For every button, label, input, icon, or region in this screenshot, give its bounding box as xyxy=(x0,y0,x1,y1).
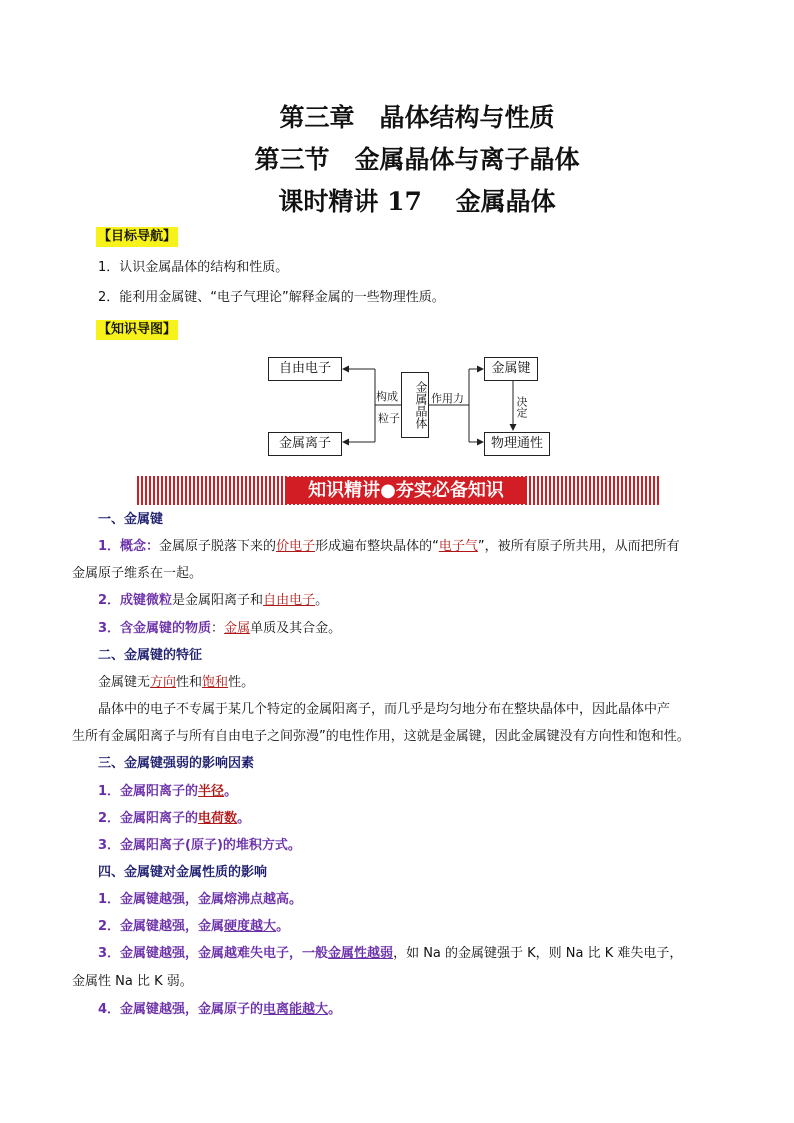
text: 2．金属键越强，金属 xyxy=(98,919,225,934)
s2-heading: 二、金属键的特征 xyxy=(98,648,203,663)
s1-substances xyxy=(98,620,758,638)
text: 金属原子脱落下来的 xyxy=(159,539,277,554)
particles-label: 2．成键微粒 xyxy=(98,593,173,608)
banner-text: 知识精讲●夯实必备知识 xyxy=(285,477,527,504)
decide-label: 决定 xyxy=(515,396,528,418)
metal-crystal-box: 金属晶体 xyxy=(401,372,429,438)
answer-radius: 半径 xyxy=(198,784,225,799)
free-electron-box: 自由电子 xyxy=(268,357,342,381)
s3-heading: 三、金属键强弱的影响因素 xyxy=(98,756,255,771)
text: 。 xyxy=(237,811,251,826)
text: 。 xyxy=(315,593,329,608)
text: 4．金属键越强，金属原子的 xyxy=(98,1002,264,1017)
map-tag: 【知识导图】 xyxy=(96,320,178,340)
answer-electron-gas: 电子气 xyxy=(438,539,478,554)
answer-metallicity: 金属性越弱 xyxy=(328,946,394,961)
text: ： xyxy=(211,621,225,636)
s4-item4 xyxy=(98,1001,758,1019)
concept-label: 1．概念： xyxy=(98,539,160,554)
answer-charge: 电荷数 xyxy=(198,811,238,826)
text: 。 xyxy=(328,1002,342,1017)
text: 1．金属阳离子的 xyxy=(98,784,199,799)
metal-ion-box: 金属离子 xyxy=(268,432,342,456)
text: 2．金属阳离子的 xyxy=(98,811,199,826)
metal-bond-box: 金属键 xyxy=(484,357,538,381)
text: 形成遍布整块晶体的“ xyxy=(315,539,439,554)
s1-heading: 一、金属键 xyxy=(98,512,164,527)
text: 是金属阳离子和 xyxy=(172,593,264,608)
text: 性和 xyxy=(176,675,203,690)
text: 3．金属键越强，金属越难失电子，一般 xyxy=(98,946,329,961)
s3-item2 xyxy=(98,810,758,828)
particle-label: 粒子 xyxy=(378,412,400,425)
chapter-title: 第三章 晶体结构与性质 xyxy=(279,103,555,132)
answer-free-electron: 自由电子 xyxy=(263,593,316,608)
s4-item3 xyxy=(98,945,758,963)
text: 。 xyxy=(224,784,238,799)
s3-item3: 3．金属阳离子(原子)的堆积方式。 xyxy=(98,838,301,853)
text: 性。 xyxy=(228,675,255,690)
answer-ionization: 电离能越大 xyxy=(263,1002,329,1017)
answer-saturation: 饱和 xyxy=(202,675,229,690)
text: 金属键无 xyxy=(98,675,151,690)
s3-item1 xyxy=(98,783,758,801)
s4-item1: 1．金属键越强，金属熔沸点越高。 xyxy=(98,892,303,907)
goal-2: 2．能利用金属键、“电子气理论”解释金属的一些物理性质。 xyxy=(98,290,445,305)
s2-line3: 生所有金属阳离子与所有自由电子之间弥漫”的电性作用，这就是金属键，因此金属键没有方向性和饱和性。 xyxy=(72,729,690,744)
s1-concept-cont: 金属原子维系在一起。 xyxy=(72,566,203,581)
interaction-label: 作用力 xyxy=(431,392,464,405)
text: 单质及其合金。 xyxy=(250,621,342,636)
lesson-title: 课时精讲 17 金属晶体 xyxy=(278,187,556,216)
answer-metal: 金属 xyxy=(224,621,251,636)
s4-item3-cont: 金属性 Na 比 K 弱。 xyxy=(72,974,193,989)
substances-label: 3．含金属键的物质 xyxy=(98,621,212,636)
section-title: 第三节 金属晶体与离子晶体 xyxy=(254,145,580,174)
text: ”，被所有原子所共用，从而把所有 xyxy=(477,539,680,554)
s1-concept xyxy=(98,538,758,556)
s4-item2 xyxy=(98,918,758,936)
text: ，如 Na 的金属键强于 K，则 Na 比 K 难失电子， xyxy=(393,946,683,961)
answer-hardness: 硬度越大 xyxy=(224,919,277,934)
s2-line2: 晶体中的电子不专属于某几个特定的金属阳离子，而几乎是均匀地分布在整块晶体中，因此晶体中产 xyxy=(98,702,671,717)
compose-label: 构成 xyxy=(376,390,398,403)
answer-direction: 方向 xyxy=(150,675,177,690)
goal-1: 1．认识金属晶体的结构和性质。 xyxy=(98,260,289,275)
s2-line1 xyxy=(98,674,758,692)
physical-property-box: 物理通性 xyxy=(484,432,550,456)
knowledge-diagram xyxy=(265,350,555,460)
section-banner xyxy=(137,476,659,505)
s1-particles xyxy=(98,592,758,610)
goal-tag: 【目标导航】 xyxy=(96,227,178,247)
answer-valence-electron: 价电子 xyxy=(276,539,316,554)
title-block xyxy=(0,97,794,223)
s4-heading: 四、金属键对金属性质的影响 xyxy=(98,865,268,880)
text: 。 xyxy=(276,919,290,934)
